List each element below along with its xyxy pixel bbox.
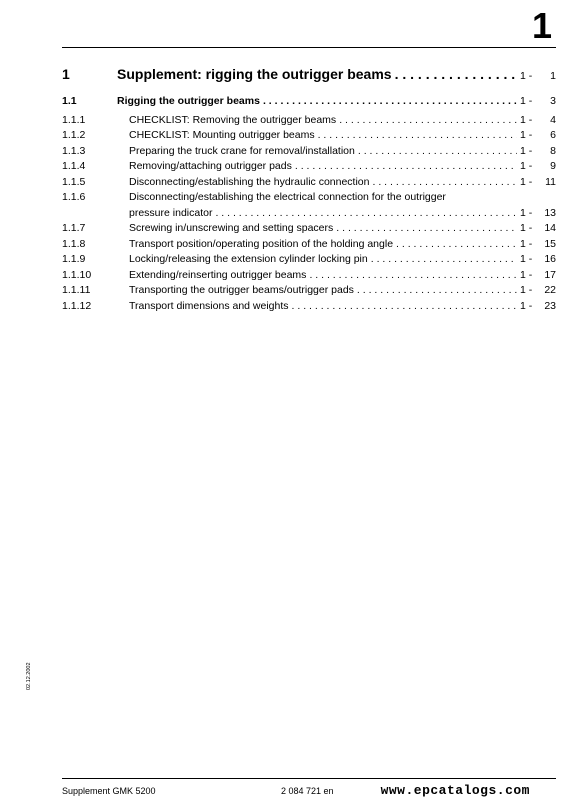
toc-number: 1.1.5 bbox=[62, 175, 86, 188]
toc-page-ref: 1 - 1 bbox=[520, 70, 556, 82]
toc-entry[interactable] bbox=[62, 175, 556, 191]
toc-number: 1.1.8 bbox=[62, 237, 86, 250]
toc-title: Screwing in/unscrewing and setting spacers bbox=[129, 222, 334, 234]
toc-entry[interactable] bbox=[62, 299, 556, 315]
toc-entry[interactable] bbox=[62, 128, 556, 144]
toc-number: 1.1.6 bbox=[62, 191, 86, 203]
footer-document-number: 2 084 721 en bbox=[281, 786, 334, 796]
toc-entry[interactable] bbox=[62, 144, 556, 160]
table-of-contents bbox=[62, 64, 556, 314]
toc-page-ref: 1 - 9 bbox=[520, 160, 556, 172]
toc-page-ref: 1 - 23 bbox=[520, 299, 556, 312]
toc-page-ref: 1 - 3 bbox=[520, 95, 556, 107]
toc-entry-chapter[interactable] bbox=[62, 64, 556, 86]
toc-title: Removing/attaching outrigger pads bbox=[129, 160, 292, 172]
toc-entry[interactable] bbox=[62, 113, 556, 129]
toc-title: CHECKLIST: Removing the outrigger beams bbox=[129, 113, 337, 126]
toc-entry[interactable] bbox=[62, 283, 556, 299]
footer-document-title: Supplement GMK 5200 bbox=[62, 786, 156, 796]
dot-leader bbox=[318, 128, 517, 144]
toc-number: 1.1.7 bbox=[62, 222, 86, 234]
dot-leader bbox=[309, 268, 517, 284]
dot-leader bbox=[336, 221, 517, 237]
watermark: www.epcatalogs.com bbox=[380, 783, 530, 798]
footer-rule bbox=[62, 778, 556, 779]
dot-leader bbox=[396, 237, 517, 253]
toc-page-ref: 1 - 14 bbox=[520, 222, 556, 234]
toc-number: 1.1.4 bbox=[62, 160, 86, 172]
toc-entry[interactable] bbox=[62, 268, 556, 284]
toc-entry[interactable] bbox=[62, 221, 556, 237]
toc-title: Extending/reinserting outrigger beams bbox=[129, 268, 307, 281]
toc-entry[interactable] bbox=[62, 252, 556, 268]
toc-page-ref: 1 - 4 bbox=[520, 113, 556, 126]
toc-page-ref: 1 - 15 bbox=[520, 237, 556, 250]
toc-number: 1.1.10 bbox=[62, 268, 92, 281]
toc-number: 1.1.11 bbox=[62, 284, 91, 296]
toc-title: Disconnecting/establishing the hydraulic connection bbox=[129, 175, 370, 188]
dot-leader bbox=[371, 252, 517, 268]
toc-number: 1.1 bbox=[62, 95, 77, 107]
toc-number: 1.1.3 bbox=[62, 144, 86, 157]
toc-entry[interactable] bbox=[62, 190, 556, 221]
toc-page-ref: 1 - 22 bbox=[520, 284, 556, 296]
toc-title: Transporting the outrigger beams/outrigger pads bbox=[129, 284, 354, 296]
toc-number: 1.1.9 bbox=[62, 253, 86, 265]
side-date: 02.12.2002 bbox=[26, 662, 32, 690]
toc-number: 1 bbox=[62, 66, 70, 82]
toc-title: Supplement: rigging the outrigger beams bbox=[117, 66, 392, 82]
toc-title: Rigging the outrigger beams bbox=[117, 95, 260, 107]
dot-leader bbox=[263, 94, 517, 110]
dot-leader bbox=[339, 113, 517, 129]
dot-leader bbox=[357, 283, 517, 299]
toc-title-line2: pressure indicator bbox=[129, 206, 213, 219]
toc-page-ref: 1 - 16 bbox=[520, 253, 556, 265]
toc-number: 1.1.2 bbox=[62, 129, 86, 141]
toc-title: Locking/releasing the extension cylinder locking pin bbox=[129, 253, 368, 265]
toc-entry[interactable] bbox=[62, 237, 556, 253]
toc-number: 1.1.12 bbox=[62, 299, 92, 312]
dot-leader bbox=[372, 175, 517, 191]
toc-number: 1.1.1 bbox=[62, 113, 86, 126]
chapter-number: 1 bbox=[531, 5, 552, 46]
toc-title: CHECKLIST: Mounting outrigger beams bbox=[129, 129, 315, 141]
dot-leader bbox=[358, 144, 517, 160]
toc-entry-section[interactable] bbox=[62, 94, 556, 110]
dot-leader bbox=[295, 159, 517, 175]
toc-page-ref: 1 - 13 bbox=[520, 206, 556, 219]
dot-leader bbox=[395, 64, 517, 84]
dot-leader bbox=[292, 299, 517, 315]
header-rule bbox=[62, 47, 556, 48]
toc-title: Preparing the truck crane for removal/installation bbox=[129, 144, 355, 157]
toc-page-ref: 1 - 8 bbox=[520, 144, 556, 157]
toc-title: Transport dimensions and weights bbox=[129, 299, 289, 312]
toc-entry[interactable] bbox=[62, 159, 556, 175]
toc-page-ref: 1 - 11 bbox=[520, 175, 556, 188]
toc-title-line1: Disconnecting/establishing the electrical connection for the outrigger bbox=[129, 191, 446, 203]
toc-page-ref: 1 - 6 bbox=[520, 129, 556, 141]
toc-title: Transport position/operating position of the holding angle bbox=[129, 237, 394, 250]
toc-page-ref: 1 - 17 bbox=[520, 268, 556, 281]
dot-leader bbox=[215, 206, 517, 222]
